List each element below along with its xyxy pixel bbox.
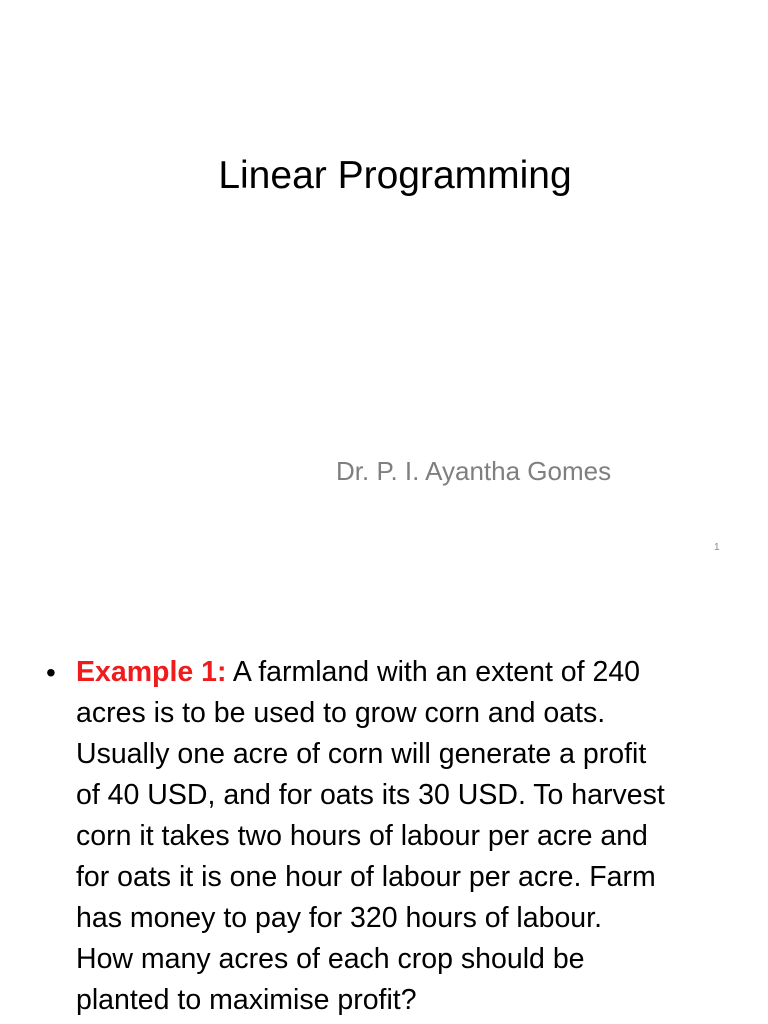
bullet-text [76, 652, 736, 1021]
slide-author: Dr. P. I. Ayantha Gomes [336, 456, 612, 486]
body-line: has money to pay for 320 hours of labour. [76, 902, 602, 934]
slide-number: 1 [714, 542, 720, 553]
bullet-item [46, 652, 736, 1021]
body-line: for oats it is one hour of labour per acre. Farm [76, 861, 656, 893]
bullet-icon: • [46, 657, 56, 688]
body-line: A farmland with an extent of 240 [226, 656, 641, 688]
body-line: of 40 USD, and for oats its 30 USD. To harvest [76, 779, 665, 811]
slide-title: Linear Programming [218, 154, 572, 197]
body-line: Usually one acre of corn will generate a profit [76, 738, 647, 770]
body-line: How many acres of each crop should be [76, 943, 585, 975]
body-line: planted to maximise profit? [76, 984, 417, 1016]
example-slide [0, 600, 768, 1024]
example-label: Example 1: [76, 656, 227, 688]
body-line: corn it takes two hours of labour per acre and [76, 820, 648, 852]
body-line: acres is to be used to grow corn and oats. [76, 697, 606, 729]
